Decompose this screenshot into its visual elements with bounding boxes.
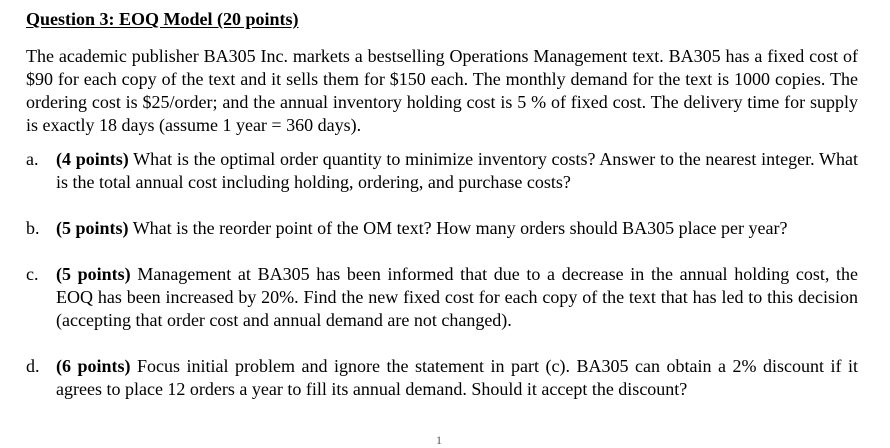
question-heading: Question 3: EOQ Model (20 points) xyxy=(26,9,299,29)
part-d-text: Focus initial problem and ignore the statement in part (c). BA305 can obtain a 2% discount if it agrees to place 12 orders a year to fill its annual demand. Should it accept the discount? xyxy=(56,356,859,399)
part-b-points: (5 points) xyxy=(56,218,129,238)
part-d-points: (6 points) xyxy=(56,356,131,376)
part-c-points: (5 points) xyxy=(56,264,131,284)
part-b-text: What is the reorder point of the OM text? How many orders should BA305 place per year? xyxy=(128,218,788,238)
part-d-letter: d. xyxy=(26,356,40,376)
page-number: 1 xyxy=(436,433,442,447)
part-a-body xyxy=(56,148,858,194)
question-intro: The academic publisher BA305 Inc. markets a bestselling Operations Management text. BA305 has a fixed cost of $90 for each copy of the text and it sells them for $150 each. The monthly demand for the text is 1000 copies. The ordering cost is $25/order; and the annual inventory holding cost is 5 % of fixed cost. The delivery time for supply is exactly 18 days (assume 1 year = 360 days). xyxy=(26,46,858,135)
part-b-letter: b. xyxy=(26,218,40,238)
part-a xyxy=(26,148,858,194)
part-c-text: Management at BA305 has been informed that due to a decrease in the annual holding cost, the EOQ has been increased by 20%. Find the new fixed cost for each copy of the text that has led to this decision (accepting that order cost and annual demand are not changed). xyxy=(56,264,858,330)
part-c xyxy=(26,263,858,332)
part-c-letter: c. xyxy=(26,264,39,284)
part-c-body xyxy=(56,263,858,332)
part-d-body xyxy=(56,355,858,401)
part-a-letter: a. xyxy=(26,149,39,169)
part-d xyxy=(26,355,858,401)
part-a-text: What is the optimal order quantity to minimize inventory costs? Answer to the nearest integer. What is the total annual cost including holding, ordering, and purchase costs? xyxy=(56,149,858,192)
part-a-points: (4 points) xyxy=(56,149,129,169)
part-b-body xyxy=(56,217,858,240)
part-b xyxy=(26,217,858,240)
